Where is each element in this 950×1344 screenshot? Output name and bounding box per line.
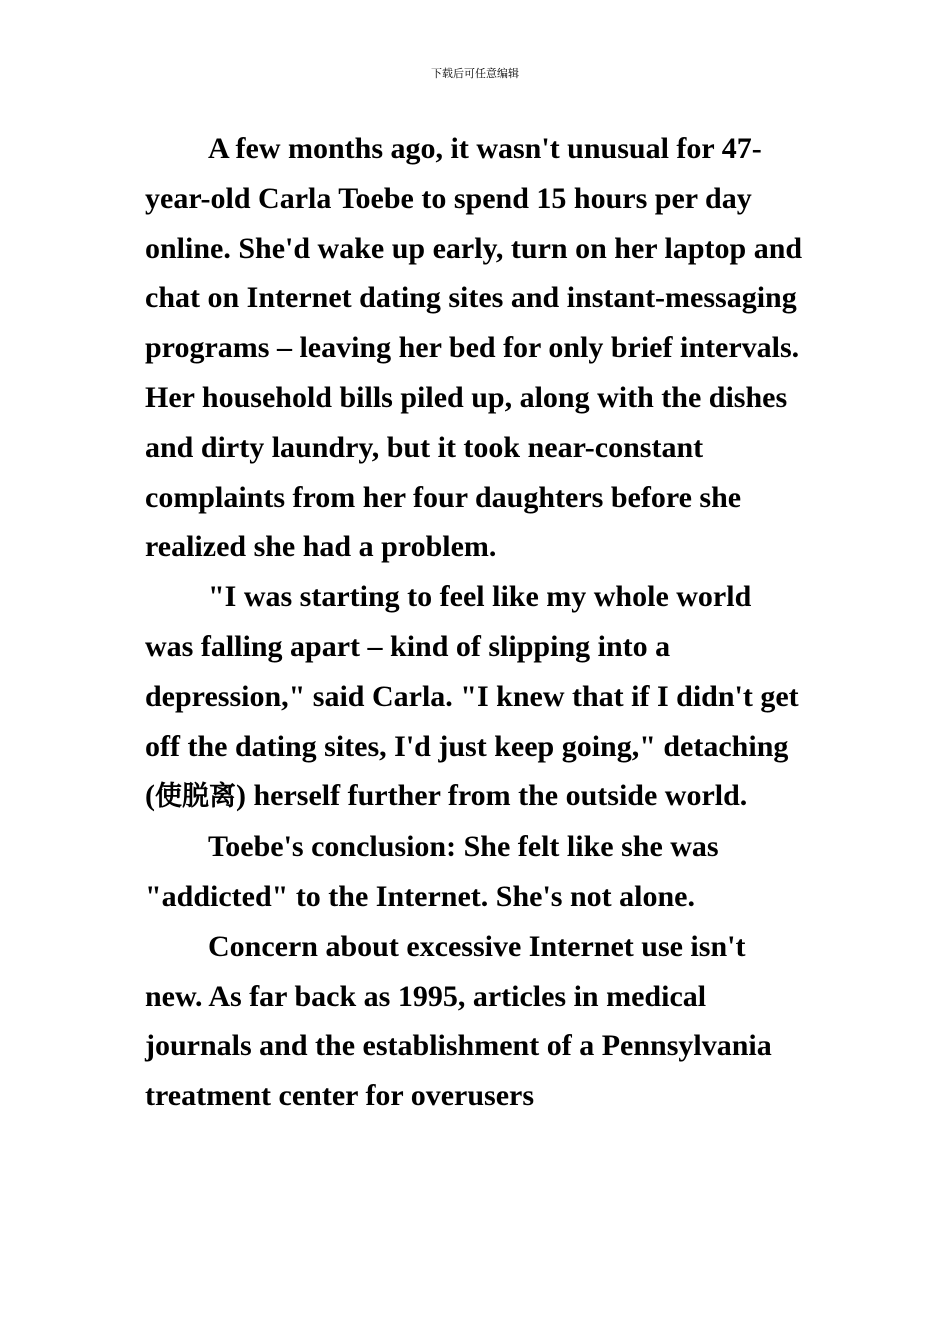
paragraph-2 <box>145 572 805 822</box>
article-body <box>145 124 805 1121</box>
paragraph-1: A few months ago, it wasn't unusual for 47-year-old Carla Toebe to spend 15 hours per day online. She'd wake up early, turn on her laptop and chat on Internet dating sites and instant-messaging programs – leaving her bed for only brief intervals. Her household bills piled up, along with the dishes and dirty laundry, but it took near-constant complaints from her four daughters before she realized she had a problem. <box>145 132 803 564</box>
paragraph-2-after: ) herself further from the outside world. <box>236 779 748 813</box>
paragraph-4: Concern about excessive Internet use isn't new. As far back as 1995, articles in medical journals and the establishment of a Pennsylvania treatment center for overusers <box>145 929 772 1113</box>
paragraph-3: Toebe's conclusion: She felt like she was "addicted" to the Internet. She's not alone. <box>145 830 719 913</box>
chinese-gloss: 使脱离 <box>155 781 236 813</box>
paragraph-2-before: "I was starting to feel like my whole world was falling apart – kind of slipping into a depression," said Carla. "I knew that if I didn't get off the dating sites, I'd just keep going," detaching ( <box>145 580 799 813</box>
page-header: 下载后可任意编辑 <box>431 67 519 80</box>
